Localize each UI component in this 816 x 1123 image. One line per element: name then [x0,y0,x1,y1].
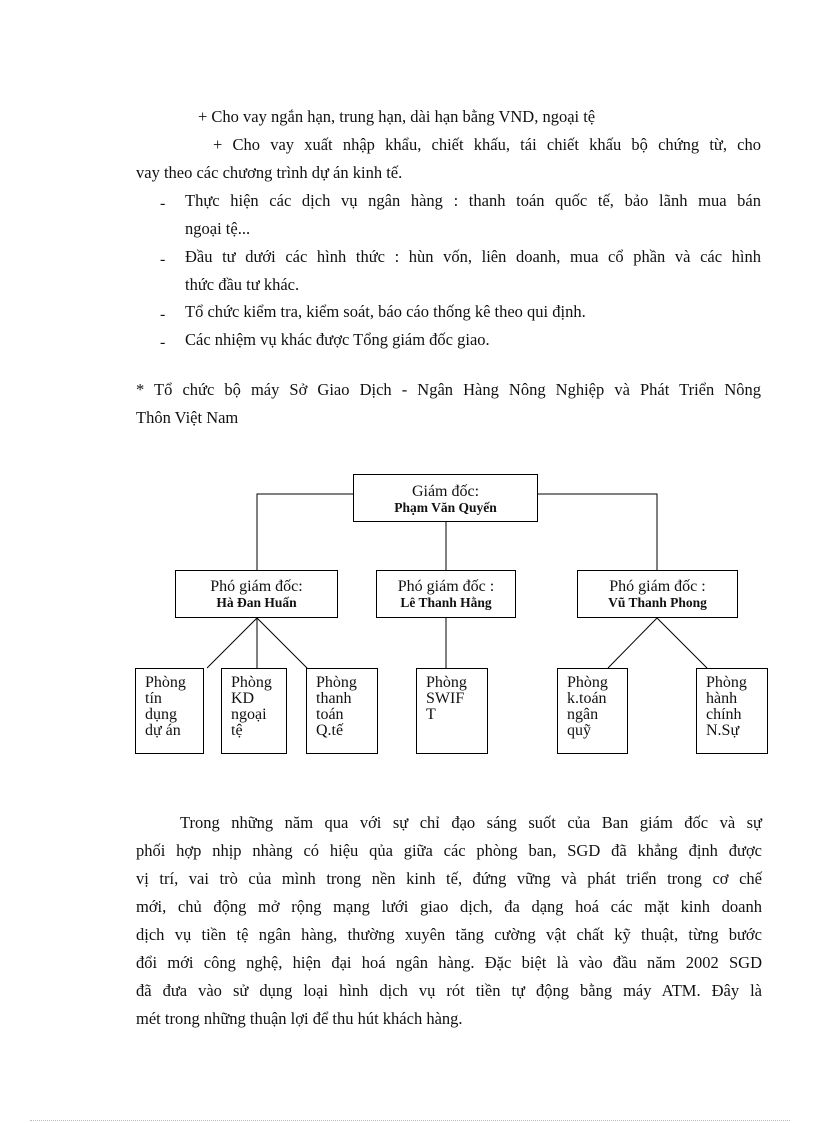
connector-left-dept-1 [207,618,257,668]
dept-box-admin-hr: Phòng hành chính N.Sự [696,668,768,754]
connector-right-dept-1 [608,618,657,668]
bullet-1-line-1: Thực hiện các dịch vụ ngân hàng : thanh toán quốc tế, bảo lãnh mua bán [185,191,761,210]
deputy-box-2 [376,570,516,618]
loan-line-2a: + Cho vay xuất nhập khẩu, chiết khấu, tái chiết khấu bộ chứng từ, cho [213,135,761,154]
bullet-2-line-2: thức đầu tư khác. [185,275,300,294]
bullet-2-line-1: Đầu tư dưới các hình thức : hùn vốn, liên doanh, mua cổ phần và các hình [185,247,761,266]
closing-line-7: đã đưa vào sử dụng loại hình dịch vụ rót tiền tự động bằng máy ATM. Đây là [136,981,762,1000]
closing-line-3: vị trí, vai trò của mình trong nền kinh tế, đứng vững và phát triển trong cơ chế [136,869,762,888]
dept-box-intl-payment: Phòng thanh toán Q.tế [306,668,378,754]
connector-right-dept-2 [657,618,707,668]
deputy-1-name: Hà Đan Huấn [216,595,297,610]
dept-box-forex: Phòng KD ngoại tệ [221,668,287,754]
deputy-3-name: Vũ Thanh Phong [608,595,707,610]
director-title: Giám đốc: [411,483,480,500]
page-bottom-rule [30,1120,790,1121]
deputy-box-1 [175,570,338,618]
bullet-marker: - [160,334,166,351]
closing-line-2: phối hợp nhịp nhàng có hiệu qủa giữa các phòng ban, SGD đã khẳng định được [136,841,762,860]
closing-line-4: mới, chủ động mở rộng mạng lưới giao dịch, đa dạng hoá các mặt kinh doanh [136,897,762,916]
org-heading-line-1: * Tổ chức bộ máy Sở Giao Dịch - Ngân Hàng Nông Nghiệp và Phát Triển Nông [136,380,761,399]
connector-director-left [257,494,353,570]
deputy-1-title: Phó giám đốc: [210,578,303,595]
bullet-3-line-1: Tổ chức kiểm tra, kiểm soát, báo cáo thống kê theo qui định. [185,302,586,321]
closing-line-8: mét trong những thuận lợi để thu hút khách hàng. [136,1009,463,1028]
bullet-marker: - [160,251,166,268]
dept-box-credit: Phòng tín dụng dự án [135,668,204,754]
loan-line-1: + Cho vay ngắn hạn, trung hạn, dài hạn bằng VND, ngoại tệ [198,107,596,126]
deputy-3-title: Phó giám đốc : [609,578,706,595]
director-name: Phạm Văn Quyến [394,500,497,515]
bullet-4-line-1: Các nhiệm vụ khác được Tổng giám đốc giao. [185,330,490,349]
connector-left-dept-3 [257,618,307,668]
bullet-marker: - [160,306,166,323]
connector-director-right [538,494,657,570]
bullet-marker: - [160,195,166,212]
deputy-2-title: Phó giám đốc : [397,578,495,595]
loan-line-2b: vay theo các chương trình dự án kinh tế. [136,163,403,182]
closing-line-5: dịch vụ tiền tệ ngân hàng, thường xuyên tăng cường vật chất kỹ thuật, từng bước [136,925,762,944]
director-box [353,474,538,522]
deputy-box-3 [577,570,738,618]
dept-box-accounting: Phòng k.toán ngân quỹ [557,668,628,754]
deputy-2-name: Lê Thanh Hằng [400,595,492,610]
dept-box-swift: Phòng SWIF T [416,668,488,754]
closing-line-6: đổi mới công nghệ, hiện đại hoá ngân hàng. Đặc biệt là vào đầu năm 2002 SGD [136,953,762,972]
closing-line-1: Trong những năm qua với sự chỉ đạo sáng suốt của Ban giám đốc và sự [180,813,762,832]
org-heading-line-2: Thôn Việt Nam [136,408,239,427]
bullet-1-line-2: ngoại tệ... [185,219,251,238]
